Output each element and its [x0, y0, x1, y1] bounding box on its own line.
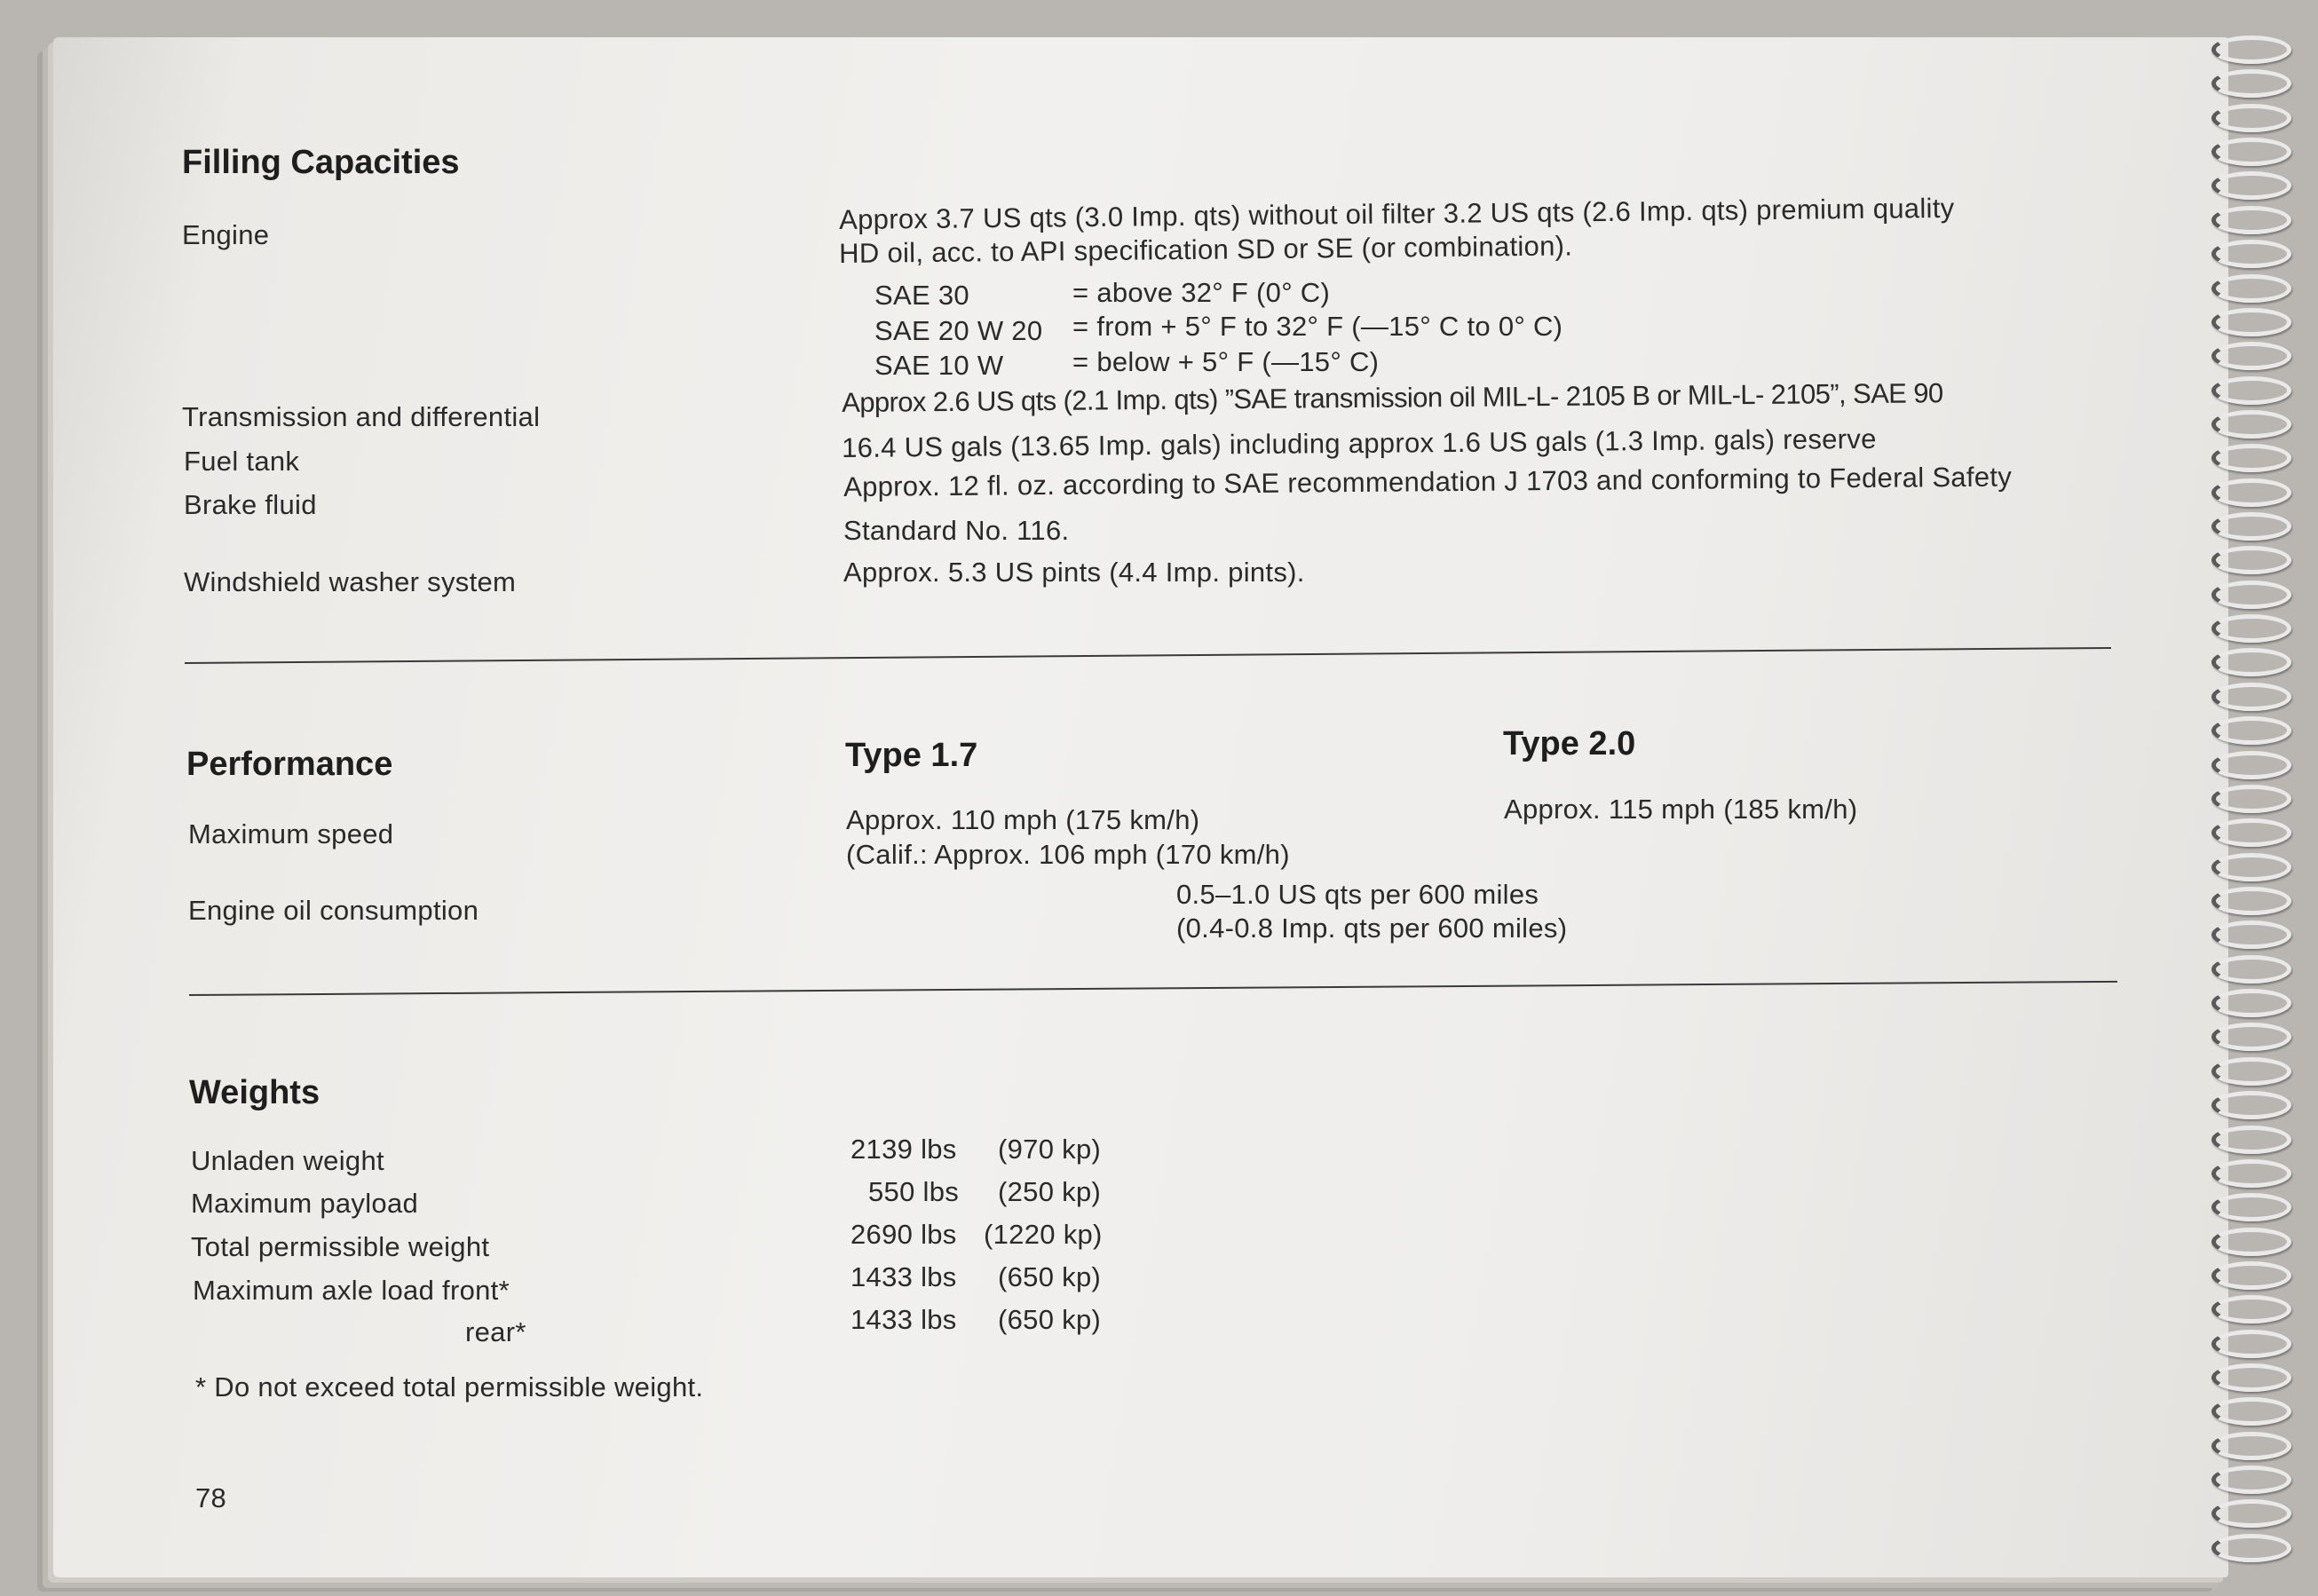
- sae-range: = below + 5° F (—15° C): [1072, 346, 1380, 377]
- spiral-coil: [2211, 955, 2291, 984]
- spiral-coil: [2211, 785, 2291, 813]
- weight-label: Maximum axle load front*: [193, 1275, 510, 1306]
- sae-grade: SAE 30: [874, 280, 969, 311]
- weight-lbs: 550 lbs: [868, 1176, 960, 1207]
- spiral-coil: [2211, 1432, 2291, 1460]
- spiral-coil: [2211, 36, 2291, 64]
- oil-consumption-line1: 0.5–1.0 US qts per 600 miles: [1176, 879, 1539, 910]
- spiral-coil: [2211, 478, 2291, 507]
- speed-type20: Approx. 115 mph (185 km/h): [1504, 794, 1858, 825]
- spiral-coil: [2211, 1499, 2291, 1528]
- spiral-coil: [2211, 274, 2291, 303]
- speed-type17-line1: Approx. 110 mph (175 km/h): [846, 804, 1200, 835]
- sae-grade: SAE 10 W: [874, 350, 1004, 381]
- type-1-7-heading: Type 1.7: [845, 737, 978, 774]
- sae-grade: SAE 20 W 20: [874, 315, 1043, 346]
- spiral-coil: [2211, 1023, 2291, 1051]
- spiral-coil: [2211, 1295, 2291, 1323]
- spiral-coil: [2211, 1228, 2291, 1256]
- page-number: 78: [195, 1482, 227, 1513]
- spiral-coil: [2211, 683, 2291, 711]
- spiral-coil: [2211, 1534, 2291, 1562]
- filling-capacities-heading: Filling Capacities: [182, 144, 460, 181]
- spiral-coil: [2211, 887, 2291, 915]
- spiral-coil: [2211, 1363, 2291, 1392]
- spiral-coil: [2211, 376, 2291, 405]
- spiral-coil: [2211, 1159, 2291, 1188]
- spiral-coil: [2211, 171, 2291, 200]
- spiral-coil: [2211, 104, 2291, 132]
- weight-label: rear*: [465, 1316, 526, 1347]
- transmission-value: Approx 2.6 US qts (2.1 Imp. qts) ”SAE transmission oil MIL-L- 2105 B or MIL-L- 2105”, SAE 90: [842, 377, 1943, 418]
- weights-heading: Weights: [189, 1074, 320, 1111]
- performance-heading: Performance: [186, 746, 393, 783]
- spiral-coil: [2211, 512, 2291, 541]
- engine-value-line1: Approx 3.7 US qts (3.0 Imp. qts) without oil filter 3.2 US qts (2.6 Imp. qts) premium quality: [839, 192, 1955, 235]
- washer-value: Approx. 5.3 US pints (4.4 Imp. pints).: [843, 557, 1305, 588]
- spiral-coil: [2211, 1397, 2291, 1426]
- oil-consumption-label: Engine oil consumption: [188, 895, 479, 926]
- spiral-coil: [2211, 1091, 2291, 1119]
- weight-label: Maximum payload: [191, 1188, 419, 1219]
- brake-fluid-value-line1: Approx. 12 fl. oz. according to SAE recommendation J 1703 and conforming to Federal Safety: [843, 461, 2013, 502]
- spiral-coil: [2211, 69, 2291, 98]
- spiral-coil: [2211, 240, 2291, 268]
- weight-label: Unladen weight: [191, 1145, 384, 1176]
- spiral-coil: [2211, 818, 2291, 847]
- spiral-coil: [2211, 751, 2291, 779]
- spiral-coil: [2211, 853, 2291, 881]
- spiral-coil: [2211, 308, 2291, 336]
- weight-lbs: 2139 lbs: [850, 1134, 957, 1165]
- type-2-0-heading: Type 2.0: [1503, 725, 1636, 762]
- spiral-coil: [2211, 342, 2291, 370]
- brake-fluid-label: Brake fluid: [184, 489, 317, 520]
- spiral-coil: [2211, 206, 2291, 234]
- weight-lbs: 1433 lbs: [850, 1261, 957, 1292]
- spiral-coil: [2211, 138, 2291, 166]
- fuel-tank-value: 16.4 US gals (13.65 Imp. gals) including approx 1.6 US gals (1.3 Imp. gals) reserve: [842, 423, 1877, 463]
- transmission-label: Transmission and differential: [182, 401, 541, 432]
- spiral-coil: [2211, 1193, 2291, 1221]
- weight-kp: (970 kp): [998, 1134, 1102, 1165]
- oil-consumption-line2: (0.4-0.8 Imp. qts per 600 miles): [1176, 913, 1568, 944]
- spiral-coil: [2211, 920, 2291, 949]
- weights-footnote: * Do not exceed total permissible weight.: [195, 1371, 704, 1402]
- spiral-coil: [2211, 546, 2291, 574]
- sae-range: = above 32° F (0° C): [1072, 277, 1331, 308]
- weight-kp: (1220 kp): [984, 1219, 1103, 1250]
- weight-kp: (650 kp): [998, 1304, 1102, 1335]
- speed-type17-line2: (Calif.: Approx. 106 mph (170 km/h): [846, 839, 1290, 870]
- weight-label: Total permissible weight: [191, 1231, 490, 1262]
- spiral-coil: [2211, 1126, 2291, 1154]
- spiral-coil: [2211, 410, 2291, 439]
- washer-label: Windshield washer system: [184, 566, 517, 597]
- spiral-coil: [2211, 716, 2291, 745]
- spiral-coil: [2211, 1330, 2291, 1358]
- spiral-coil: [2211, 581, 2291, 609]
- brake-fluid-value-line2: Standard No. 116.: [843, 515, 1070, 546]
- weight-kp: (650 kp): [998, 1261, 1102, 1292]
- weight-lbs: 2690 lbs: [850, 1219, 957, 1250]
- spiral-coil: [2211, 614, 2291, 643]
- weight-kp: (250 kp): [998, 1176, 1102, 1207]
- spiral-coil: [2211, 1057, 2291, 1086]
- spiral-coil: [2211, 648, 2291, 676]
- engine-value-line2: HD oil, acc. to API specification SD or SE (or combination).: [839, 230, 1573, 269]
- spiral-coil: [2211, 989, 2291, 1017]
- spiral-binding: [2211, 36, 2309, 1562]
- fuel-tank-label: Fuel tank: [184, 446, 300, 477]
- sae-range: = from + 5° F to 32° F (—15° C to 0° C): [1072, 311, 1563, 342]
- weight-lbs: 1433 lbs: [850, 1304, 957, 1335]
- engine-label: Engine: [182, 219, 270, 250]
- max-speed-label: Maximum speed: [188, 818, 394, 849]
- spiral-coil: [2211, 444, 2291, 472]
- spiral-coil: [2211, 1261, 2291, 1290]
- spiral-coil: [2211, 1466, 2291, 1494]
